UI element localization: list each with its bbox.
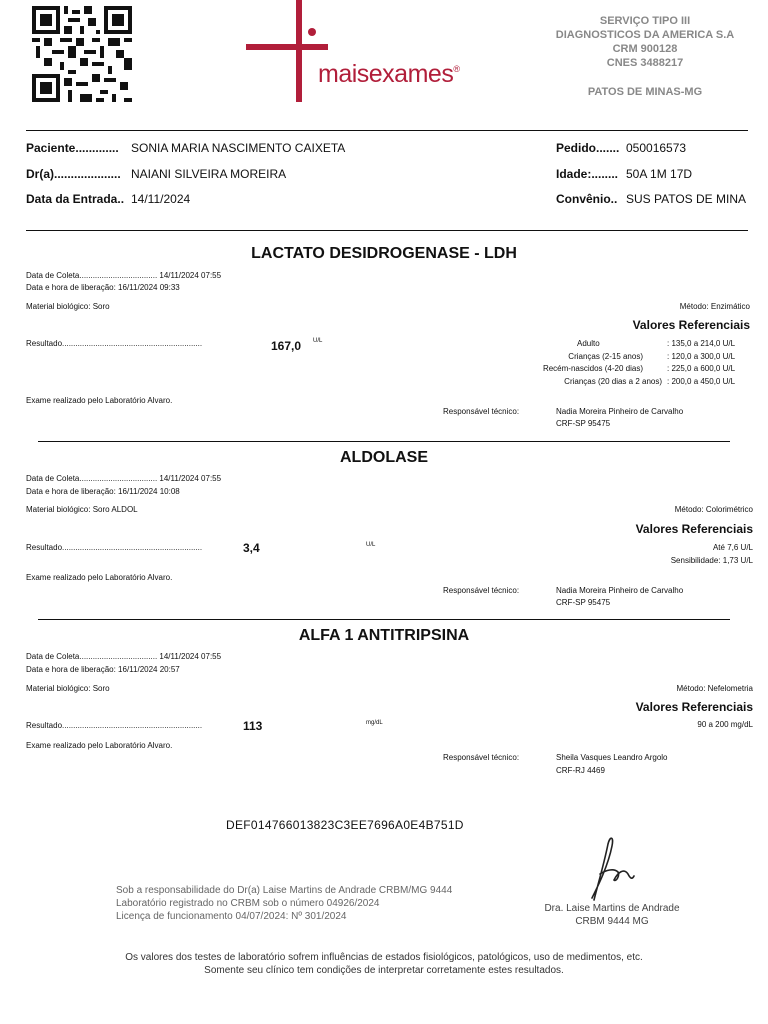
qr-code — [32, 6, 132, 102]
collect-date: Data de Coleta................................... 14/11/2024 07:55 — [26, 652, 222, 661]
reference-name: Crianças (20 dias a 2 anos) — [564, 377, 662, 386]
disclaimer-line: Os valores dos testes de laboratório sofrem influências de estados fisiológicos, patológicos, uso de medimentos, etc. — [125, 952, 643, 963]
tech-registration: CRF-SP 95475 — [556, 419, 611, 428]
order-label: Pedido....... — [556, 141, 620, 155]
entry-date: 14/11/2024 — [131, 192, 191, 206]
lab-line: CNES 3488217 — [606, 57, 684, 69]
registered-mark: ® — [453, 64, 460, 74]
tech-registration: CRF-RJ 4469 — [556, 766, 605, 775]
reference-title: Valores Referenciais — [632, 318, 750, 332]
reference-name: Adulto — [577, 339, 600, 348]
age-label: Idade:........ — [556, 167, 619, 181]
disclaimer-line: Somente seu clínico tem condições de interpretar corretamente estes resultados. — [204, 965, 564, 976]
result-unit: U/L — [313, 338, 323, 344]
lab-line: CRM 900128 — [612, 43, 678, 55]
responsibility-line: Laboratório registrado no CRBM sob o número 04926/2024 — [116, 898, 380, 909]
reference-title: Valores Referenciais — [635, 522, 753, 536]
result-label: Resultado............................................................... — [26, 543, 203, 552]
divider — [26, 130, 748, 131]
reference-value: : 135,0 a 214,0 U/L — [667, 339, 736, 348]
reference-name: Recém-nascidos (4-20 dias) — [542, 364, 643, 373]
exam-title: ALFA 1 ANTITRIPSINA — [298, 627, 470, 644]
release-date: Data e hora de liberação: 16/11/2024 09:33 — [26, 283, 180, 292]
brand-name — [318, 60, 459, 89]
result-label: Resultado............................................................... — [26, 339, 203, 348]
signature-icon — [584, 834, 636, 904]
result-value: 113 — [243, 719, 263, 733]
material: Material biológico: Soro ALDOL — [26, 505, 138, 514]
material: Material biológico: Soro — [26, 302, 110, 311]
entry-date-label: Data da Entrada.. — [26, 192, 125, 206]
signer — [536, 902, 688, 928]
lab-line: DIAGNOSTICOS DA AMERICA S.A — [555, 29, 735, 41]
disclaimer — [0, 951, 768, 977]
method: Método: Nefelometria — [676, 684, 753, 693]
tech-name: Sheila Vasques Leandro Argolo — [556, 753, 668, 762]
collect-date: Data de Coleta................................... 14/11/2024 07:55 — [26, 271, 222, 280]
result-unit: mg/dL — [366, 720, 383, 726]
performed-by: Exame realizado pelo Laboratório Alvaro. — [26, 741, 173, 750]
signer-name: Dra. Laise Martins de Andrade — [544, 903, 680, 914]
insurance: SUS PATOS DE MINA — [626, 192, 747, 206]
result-value: 167,0 — [271, 339, 302, 353]
signer-registration: CRBM 9444 MG — [575, 916, 649, 927]
responsibility-block — [116, 884, 452, 923]
responsibility-line: Sob a responsabilidade do Dr(a) Laise Martins de Andrade CRBM/MG 9444 — [116, 885, 453, 896]
release-date: Data e hora de liberação: 16/11/2024 20:57 — [26, 665, 180, 674]
material: Material biológico: Soro — [26, 684, 110, 693]
method: Método: Colorimétrico — [674, 505, 753, 514]
insurance-label: Convênio.. — [556, 192, 618, 206]
tech-registration: CRF-SP 95475 — [556, 598, 611, 607]
tech-name: Nadia Moreira Pinheiro de Carvalho — [556, 586, 684, 595]
divider — [26, 230, 748, 231]
doctor-name: NAIANI SILVEIRA MOREIRA — [131, 167, 287, 181]
reference-title: Valores Referenciais — [635, 700, 753, 714]
result-label: Resultado............................................................... — [26, 721, 203, 730]
lab-info — [540, 14, 750, 99]
brand-logo-icon — [246, 0, 328, 102]
reference-value: Até 7,6 U/L — [712, 543, 753, 552]
brand-name-text: maisexames — [318, 60, 454, 88]
method: Método: Enzimático — [679, 302, 750, 311]
tech-label: Responsável técnico: — [443, 753, 520, 762]
collect-date: Data de Coleta................................... 14/11/2024 07:55 — [26, 474, 222, 483]
reference-value: : 200,0 a 450,0 U/L — [667, 377, 736, 386]
reference-value: : 225,0 a 600,0 U/L — [667, 364, 736, 373]
lab-city: PATOS DE MINAS-MG — [587, 86, 703, 98]
patient-name: SONIA MARIA NASCIMENTO CAIXETA — [131, 141, 346, 155]
responsibility-line: Licença de funcionamento 04/07/2024: Nº 301/2024 — [116, 911, 347, 922]
reference-value: Sensibilidade: 1,73 U/L — [670, 556, 753, 565]
result-unit: U/L — [366, 542, 376, 548]
release-date: Data e hora de liberação: 16/11/2024 10:08 — [26, 487, 180, 496]
lab-line: SERVIÇO TIPO III — [599, 15, 691, 27]
tech-label: Responsável técnico: — [443, 586, 520, 595]
order-number: 050016573 — [626, 141, 687, 155]
performed-by: Exame realizado pelo Laboratório Alvaro. — [26, 573, 173, 582]
reference-name: Crianças (2-15 anos) — [568, 352, 643, 361]
reference-value: 90 a 200 mg/dL — [697, 720, 753, 729]
performed-by: Exame realizado pelo Laboratório Alvaro. — [26, 396, 173, 405]
exam-title: ALDOLASE — [340, 449, 428, 466]
divider — [38, 619, 730, 620]
doctor-label: Dr(a).................... — [26, 167, 121, 181]
tech-label: Responsável técnico: — [443, 407, 520, 416]
exam-title: LACTATO DESIDROGENASE - LDH — [251, 245, 517, 262]
patient-name-label: Paciente............. — [26, 141, 119, 155]
divider — [38, 441, 730, 442]
tech-name: Nadia Moreira Pinheiro de Carvalho — [556, 407, 684, 416]
result-value: 3,4 — [243, 541, 260, 555]
reference-value: : 120,0 a 300,0 U/L — [667, 352, 736, 361]
patient-age: 50A 1M 17D — [626, 167, 693, 181]
validation-hash: DEF014766013823C3EE7696A0E4B751D — [226, 818, 464, 832]
